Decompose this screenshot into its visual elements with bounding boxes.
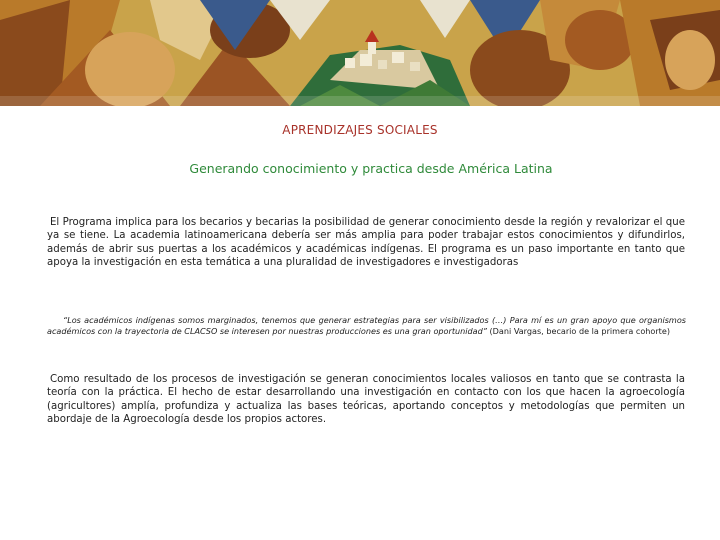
intro-paragraph: El Programa implica para los becarios y becarias la posibilidad de generar conocimiento desde la región y revalorizar el que ya se tiene. La academia latinoamericana debería ser más amplia para poder trabajar estos conocimientos y difundirlos, además de abrir sus puertas a los académicos y académicas indígenas. El programa es un paso importante en tanto que apoya la investigación en esta temática a una pluralidad de investigadores e investigadoras — [47, 217, 685, 269]
quote-text: “Los académicos indígenas somos marginados, tenemos que generar estrategias para ser visibilizados (…) Para mí es un gran apoyo que organismos académicos con la trayectoria de CLACSO se interesen por nuestras producciones es una gran oportunidad” — [47, 315, 686, 337]
section-title: APRENDIZAJES SOCIALES — [282, 123, 438, 137]
results-paragraph: Como resultado de los procesos de investigación se generan conocimientos locales valiosos en tanto que se contrasta la teoría con la práctica. El hecho de estar desarrollando una investigación en contacto con los que hacen la agroecología (agricultores) amplía, profundiza y actualiza las bases teóricas, aportando conceptos y metodologías que permiten un abordaje de la Agroecología desde los propios actores. — [47, 374, 685, 426]
mural-illustration — [0, 0, 720, 106]
section-subtitle: Generando conocimiento y practica desde América Latina — [189, 161, 553, 176]
painted-mural-banner — [0, 0, 720, 106]
testimonial-quote — [47, 315, 686, 338]
quote-attribution: (Dani Vargas, becario de la primera cohorte) — [489, 326, 670, 337]
